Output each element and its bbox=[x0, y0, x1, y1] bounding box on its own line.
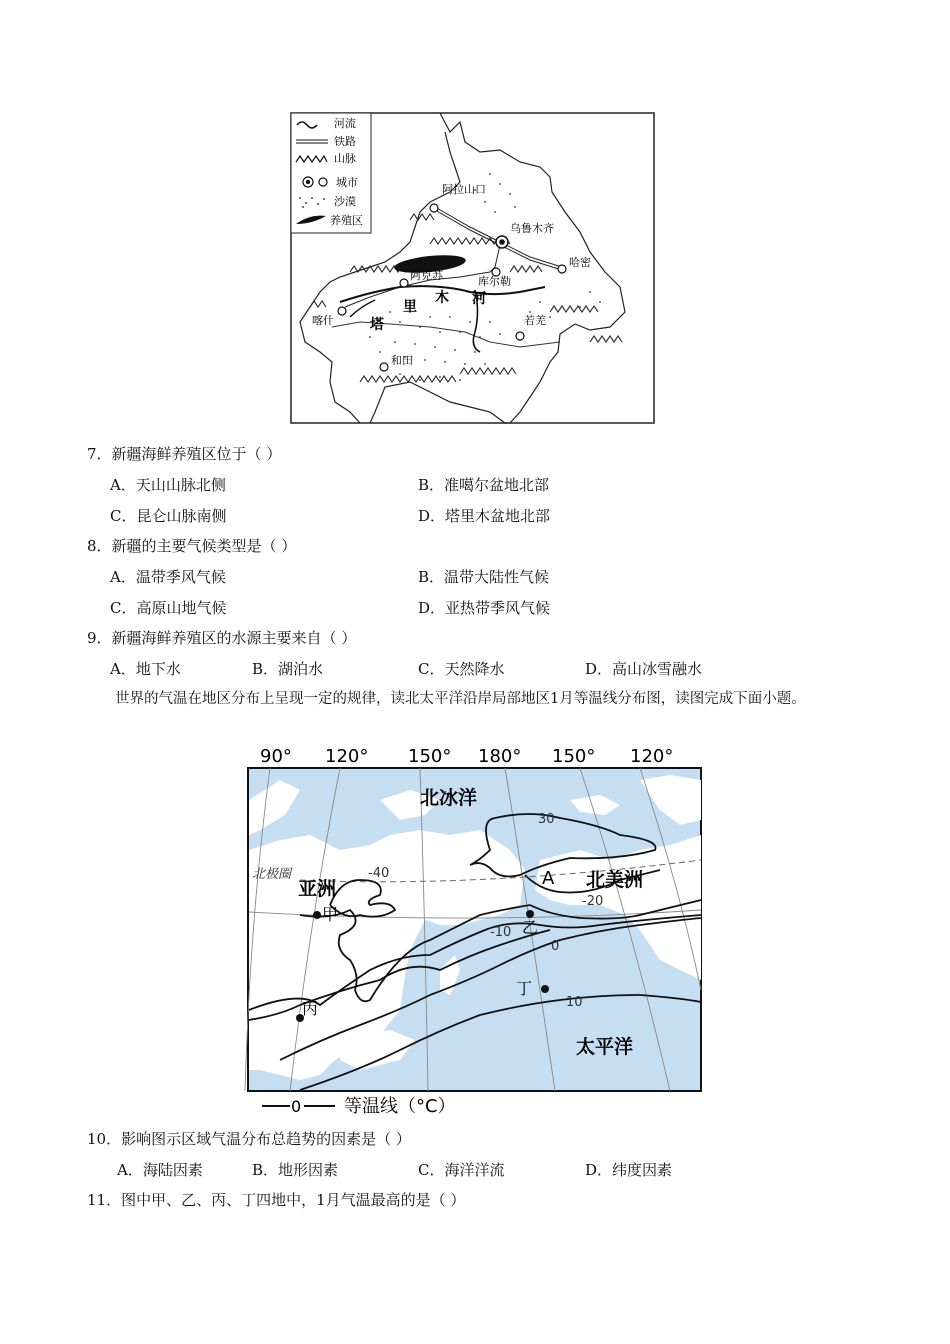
isotherm-0: 0 bbox=[551, 939, 560, 954]
legend-city: 城市 bbox=[336, 176, 358, 189]
label-yi: 乙 bbox=[522, 918, 539, 937]
basin-char-li: 里 bbox=[403, 299, 417, 315]
lon-150-west: 150° bbox=[408, 746, 452, 767]
q7-option-d[interactable]: D．塔里木盆地北部 bbox=[418, 507, 551, 525]
label-jia: 甲 bbox=[322, 905, 339, 924]
label-ruoqiang: 若羌 bbox=[524, 314, 546, 327]
lon-150-east: 150° bbox=[552, 746, 596, 767]
q7-option-b[interactable]: B．准噶尔盆地北部 bbox=[418, 476, 550, 494]
city-hotan bbox=[380, 363, 388, 371]
q10-option-c[interactable]: C．海洋洋流 bbox=[418, 1161, 505, 1179]
label-arctic-ocean: 北冰洋 bbox=[420, 787, 478, 809]
isotherm-neg40: -40 bbox=[368, 866, 390, 881]
label-kashgar: 喀什 bbox=[312, 314, 334, 327]
question-11: 11．图中甲、乙、丙、丁四地中，1月气温最高的是（ ） bbox=[87, 1191, 466, 1209]
arctic-circle-label: 北极圈 bbox=[252, 867, 292, 882]
q9-option-a[interactable]: A．地下水 bbox=[110, 660, 181, 678]
city-kashgar bbox=[338, 307, 346, 315]
label-hami: 哈密 bbox=[569, 256, 591, 269]
isotherm-map-svg bbox=[240, 740, 710, 1120]
lon-120-west: 120° bbox=[325, 746, 369, 767]
basin-char-ta: 塔 bbox=[370, 317, 384, 333]
point-jia bbox=[313, 911, 321, 919]
isotherm-10: 10 bbox=[566, 995, 583, 1010]
xinjiang-map-svg bbox=[290, 112, 655, 424]
legend-railway: 铁路 bbox=[334, 135, 356, 148]
question-7: 7．新疆海鲜养殖区位于（ ） bbox=[87, 445, 282, 463]
city-hami bbox=[558, 265, 566, 273]
label-asia: 亚洲 bbox=[298, 878, 337, 900]
label-bing: 丙 bbox=[302, 999, 319, 1018]
q8-option-a[interactable]: A．温带季风气候 bbox=[110, 568, 226, 586]
city-aksu bbox=[400, 279, 408, 287]
question-10: 10．影响图示区域气温分布总趋势的因素是（ ） bbox=[87, 1130, 411, 1148]
label-point-a: A bbox=[542, 868, 555, 889]
q9-option-d[interactable]: D．高山冰雪融水 bbox=[585, 660, 703, 678]
point-yi bbox=[526, 910, 534, 918]
city-alashankou bbox=[430, 204, 438, 212]
lon-180: 180° bbox=[478, 746, 522, 767]
label-urumqi: 乌鲁木齐 bbox=[510, 222, 554, 235]
intro-paragraph: 世界的气温在地区分布上呈现一定的规律，读北太平洋沿岸局部地区1月等温线分布图，读图完成下面小题。 bbox=[115, 691, 806, 707]
q10-option-d[interactable]: D．纬度因素 bbox=[585, 1161, 673, 1179]
legend-isotherm-value: 0 bbox=[291, 1097, 302, 1116]
xinjiang-map bbox=[290, 112, 655, 424]
q8-option-b[interactable]: B．温带大陆性气候 bbox=[418, 568, 550, 586]
label-hotan: 和田 bbox=[391, 354, 413, 367]
point-ding bbox=[541, 985, 549, 993]
label-pacific: 太平洋 bbox=[576, 1036, 634, 1058]
isotherm-map bbox=[240, 740, 710, 1120]
q9-option-c[interactable]: C．天然降水 bbox=[418, 660, 505, 678]
lon-120-east: 120° bbox=[630, 746, 674, 767]
q10-option-a[interactable]: A．海陆因素 bbox=[117, 1161, 203, 1179]
question-8: 8．新疆的主要气候类型是（ ） bbox=[87, 537, 297, 555]
q8-option-c[interactable]: C．高原山地气候 bbox=[110, 599, 227, 617]
q7-option-a[interactable]: A．天山山脉北侧 bbox=[110, 476, 226, 494]
isotherm-30: 30 bbox=[538, 812, 555, 827]
legend-river: 河流 bbox=[334, 117, 356, 130]
q7-option-c[interactable]: C．昆仑山脉南侧 bbox=[110, 507, 227, 525]
q9-option-b[interactable]: B．湖泊水 bbox=[252, 660, 324, 678]
label-korla: 库尔勒 bbox=[478, 275, 511, 288]
lon-90: 90° bbox=[260, 746, 292, 767]
city-ruoqiang bbox=[516, 332, 524, 340]
label-alashankou: 阿拉山口 bbox=[442, 183, 486, 196]
label-ding: 丁 bbox=[516, 979, 533, 998]
legend-desert: 沙漠 bbox=[334, 195, 356, 208]
city-urumqi bbox=[499, 239, 505, 245]
question-9: 9．新疆海鲜养殖区的水源主要来自（ ） bbox=[87, 629, 357, 647]
isotherm-neg10: -10 bbox=[490, 925, 512, 940]
label-north-america: 北美洲 bbox=[586, 869, 644, 891]
basin-char-mu: 木 bbox=[435, 290, 449, 306]
label-aksu: 阿克苏 bbox=[410, 269, 443, 282]
q8-option-d[interactable]: D．亚热带季风气候 bbox=[418, 599, 551, 617]
isotherm-neg20: -20 bbox=[582, 894, 604, 909]
q10-option-b[interactable]: B．地形因素 bbox=[252, 1161, 339, 1179]
legend-farm: 养殖区 bbox=[330, 214, 363, 227]
legend-isotherm-text: 等温线（°C） bbox=[344, 1096, 456, 1117]
basin-char-he: 河 bbox=[472, 291, 486, 307]
legend-mountain: 山脉 bbox=[334, 152, 356, 165]
